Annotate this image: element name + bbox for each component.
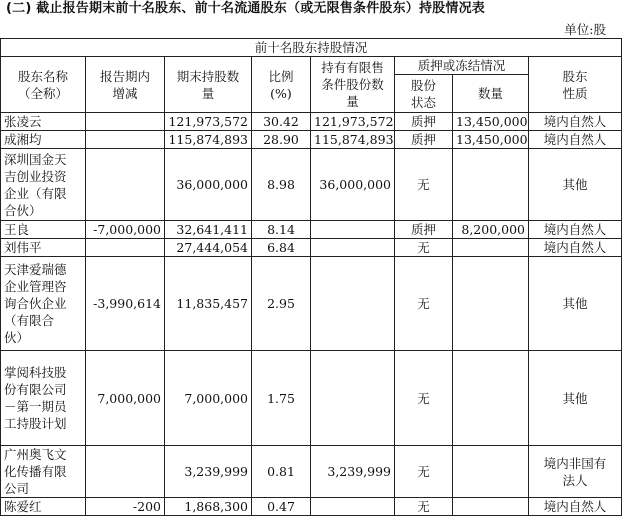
table-row bbox=[1, 446, 622, 498]
header-ratio-line: 比例 bbox=[268, 68, 294, 84]
header-holder-name-line: （全称） bbox=[17, 85, 68, 101]
nature-cell-line: 境内非国有 bbox=[543, 455, 607, 471]
table-row bbox=[1, 351, 622, 446]
holder-name-cell-line: 合伙） bbox=[4, 202, 42, 218]
ratio-cell: 0.81 bbox=[252, 446, 311, 498]
shares-cell: 121,973,572 bbox=[165, 113, 252, 131]
ratio-cell: 6.84 bbox=[252, 239, 311, 257]
header-holder-name-line: 股东名称 bbox=[17, 68, 68, 84]
shares-cell: 11,835,457 bbox=[165, 257, 252, 351]
pledge-status-cell: 质押 bbox=[395, 221, 453, 239]
holder-name-cell: 刘伟平 bbox=[1, 239, 86, 257]
header-pledge-qty: 数量 bbox=[453, 75, 529, 113]
change-cell bbox=[86, 149, 165, 221]
pledge-status-cell: 无 bbox=[395, 446, 453, 498]
holder-name-cell bbox=[1, 149, 86, 221]
document-title: (二) 截止报告期末前十名股东、前十名流通股东（或无限售条件股东）持股情况表 bbox=[6, 1, 486, 16]
shares-cell: 27,444,054 bbox=[165, 239, 252, 257]
change-cell: -7,000,000 bbox=[86, 221, 165, 239]
pledge-status-cell: 无 bbox=[395, 498, 453, 516]
table-caption: 前十名股东持股情况 bbox=[1, 39, 622, 57]
holder-name-cell: 张凌云 bbox=[1, 113, 86, 131]
holder-name-cell: 陈爱红 bbox=[1, 498, 86, 516]
pledge-qty-cell bbox=[453, 446, 529, 498]
header-restricted-line: 量 bbox=[346, 94, 359, 109]
ratio-cell: 30.42 bbox=[252, 113, 311, 131]
header-shares-end bbox=[165, 57, 252, 113]
ratio-cell: 28.90 bbox=[252, 131, 311, 149]
header-restricted bbox=[311, 57, 395, 113]
change-cell bbox=[86, 446, 165, 498]
holder-name-cell-line: 伙） bbox=[4, 330, 30, 345]
nature-cell: 其他 bbox=[529, 149, 622, 221]
holder-name-cell-line: 公司 bbox=[4, 481, 30, 496]
header-change-line: 报告期内 bbox=[99, 68, 150, 84]
ratio-cell: 8.98 bbox=[252, 149, 311, 221]
table-row bbox=[1, 149, 622, 221]
table-row bbox=[1, 131, 622, 149]
nature-cell bbox=[529, 446, 622, 498]
table-row bbox=[1, 498, 622, 516]
shares-cell: 7,000,000 bbox=[165, 351, 252, 446]
header-pledge-status-line: 状态 bbox=[410, 94, 436, 110]
pledge-qty-cell: 8,200,000 bbox=[453, 221, 529, 239]
shares-cell: 32,641,411 bbox=[165, 221, 252, 239]
change-cell bbox=[86, 131, 165, 149]
header-restricted-line: 条件股份数 bbox=[321, 77, 384, 92]
pledge-status-cell: 质押 bbox=[395, 113, 453, 131]
header-pledge-status-line: 股份 bbox=[410, 77, 436, 93]
table-row bbox=[1, 113, 622, 131]
nature-cell: 境内自然人 bbox=[529, 221, 622, 239]
holder-name-cell-line: 深圳国金天 bbox=[4, 151, 67, 167]
header-pledge-group: 质押或冻结情况 bbox=[395, 57, 529, 75]
restricted-cell bbox=[311, 221, 395, 239]
nature-cell: 其他 bbox=[529, 257, 622, 351]
holder-name-cell-line: 广州奥飞文 bbox=[4, 447, 67, 462]
ratio-cell: 1.75 bbox=[252, 351, 311, 446]
holder-rows bbox=[1, 113, 622, 516]
change-cell: 7,000,000 bbox=[86, 351, 165, 446]
table-row bbox=[1, 239, 622, 257]
holder-name-cell-line: 吉创业投资 bbox=[4, 168, 67, 184]
holder-name-cell-line: 企业（有限 bbox=[4, 185, 67, 201]
holder-name-cell-line: 企业管理咨 bbox=[4, 279, 67, 294]
header-pledge-status bbox=[395, 75, 453, 113]
pledge-qty-cell bbox=[453, 149, 529, 221]
holder-name-cell-line: 询合伙企业 bbox=[4, 296, 67, 311]
holder-name-cell-line: 化传播有限 bbox=[4, 464, 67, 479]
pledge-qty-cell bbox=[453, 257, 529, 351]
holder-name-cell: 成湘均 bbox=[1, 131, 86, 149]
pledge-qty-cell bbox=[453, 498, 529, 516]
restricted-cell: 3,239,999 bbox=[311, 446, 395, 498]
table-row bbox=[1, 221, 622, 239]
header-nature-line: 性质 bbox=[562, 85, 588, 101]
pledge-status-cell: 无 bbox=[395, 351, 453, 446]
nature-cell: 境内自然人 bbox=[529, 498, 622, 516]
holder-name-cell-line: 份有限公司 bbox=[4, 382, 67, 397]
holder-name-cell-line: （有限合 bbox=[4, 313, 55, 328]
nature-cell: 境内自然人 bbox=[529, 131, 622, 149]
nature-cell-line: 法人 bbox=[562, 472, 588, 488]
header-nature bbox=[529, 57, 622, 113]
change-cell: -3,990,614 bbox=[86, 257, 165, 351]
shares-cell: 1,868,300 bbox=[165, 498, 252, 516]
pledge-qty-cell bbox=[453, 351, 529, 446]
holder-name-cell bbox=[1, 446, 86, 498]
ratio-cell: 2.95 bbox=[252, 257, 311, 351]
pledge-qty-cell: 13,450,000 bbox=[453, 113, 529, 131]
ratio-cell: 8.14 bbox=[252, 221, 311, 239]
holder-name-cell bbox=[1, 257, 86, 351]
table-row bbox=[1, 257, 622, 351]
change-cell bbox=[86, 113, 165, 131]
header-row-1 bbox=[1, 57, 622, 75]
header-holder-name bbox=[1, 57, 86, 113]
header-ratio bbox=[252, 57, 311, 113]
shares-cell: 115,874,893 bbox=[165, 131, 252, 149]
restricted-cell bbox=[311, 257, 395, 351]
restricted-cell bbox=[311, 351, 395, 446]
header-change-line: 增减 bbox=[112, 85, 138, 101]
change-cell bbox=[86, 239, 165, 257]
restricted-cell: 115,874,893 bbox=[311, 131, 395, 149]
pledge-status-cell: 无 bbox=[395, 239, 453, 257]
pledge-status-cell: 无 bbox=[395, 257, 453, 351]
restricted-cell: 121,973,572 bbox=[311, 113, 395, 131]
pledge-qty-cell: 13,450,000 bbox=[453, 131, 529, 149]
holder-name-cell-line: －第一期员 bbox=[4, 399, 67, 414]
pledge-status-cell: 无 bbox=[395, 149, 453, 221]
holder-name-cell-line: 掌阅科技股 bbox=[4, 365, 67, 380]
header-change bbox=[86, 57, 165, 113]
caption-row bbox=[1, 39, 622, 57]
nature-cell: 境内自然人 bbox=[529, 239, 622, 257]
restricted-cell bbox=[311, 498, 395, 516]
ratio-cell: 0.47 bbox=[252, 498, 311, 516]
pledge-qty-cell bbox=[453, 239, 529, 257]
holder-name-cell-line: 天津爱瑞德 bbox=[4, 262, 67, 277]
change-cell: -200 bbox=[86, 498, 165, 516]
top-ten-shareholders-table bbox=[0, 38, 622, 516]
header-ratio-line: (%) bbox=[270, 85, 292, 101]
nature-cell: 其他 bbox=[529, 351, 622, 446]
pledge-status-cell: 质押 bbox=[395, 131, 453, 149]
header-shares-end-line: 期末持股数 bbox=[176, 68, 240, 84]
shares-cell: 36,000,000 bbox=[165, 149, 252, 221]
holder-name-cell-line: 工持股计划 bbox=[4, 416, 67, 431]
shares-cell: 3,239,999 bbox=[165, 446, 252, 498]
header-shares-end-line: 量 bbox=[201, 85, 215, 101]
restricted-cell: 36,000,000 bbox=[311, 149, 395, 221]
holder-name-cell: 王良 bbox=[1, 221, 86, 239]
nature-cell: 境内自然人 bbox=[529, 113, 622, 131]
unit-note: 单位:股 bbox=[564, 22, 606, 37]
holder-name-cell bbox=[1, 351, 86, 446]
restricted-cell bbox=[311, 239, 395, 257]
header-nature-line: 股东 bbox=[562, 68, 588, 84]
header-restricted-line: 持有有限售 bbox=[321, 60, 384, 75]
